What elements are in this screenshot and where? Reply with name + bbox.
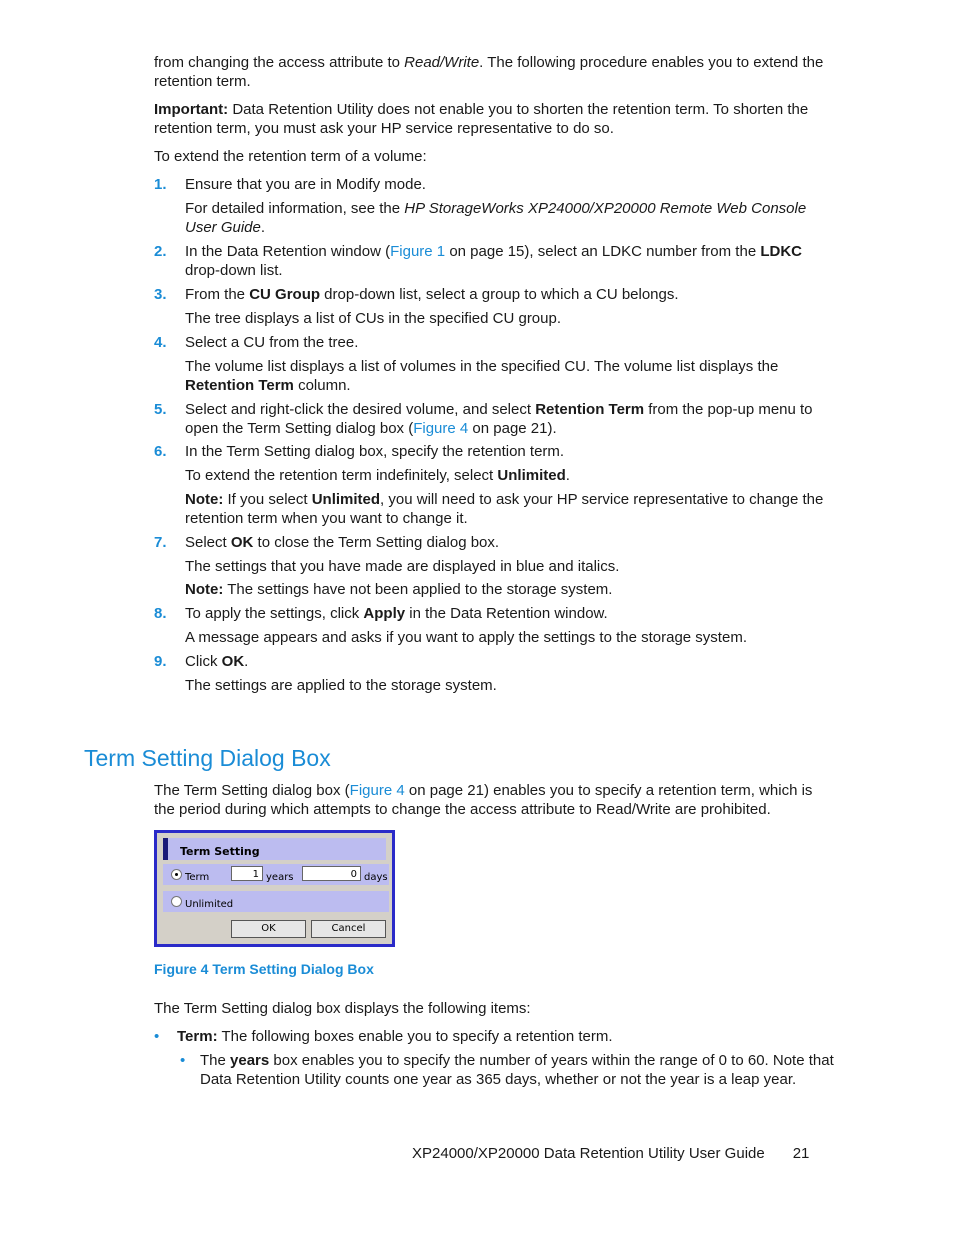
sub-bullet-years: • The years box enables you to specify the number of years within the range of 0 to 60. Note that Data Retention Utility counts one year as 365 days, whether or not the year is a leap year. — [180, 1052, 834, 1088]
days-label: days — [364, 872, 388, 883]
procedure-steps — [154, 175, 834, 695]
figure-caption: Figure 4 Term Setting Dialog Box — [154, 961, 374, 977]
unlimited-row — [163, 891, 389, 912]
step-1: 1. Ensure that you are in Modify mode. For detailed information, see the HP StorageWorks XP24000/XP20000 Remote Web Console User Guide. — [154, 176, 807, 236]
term-setting-dialog — [154, 830, 395, 947]
items-lead: The Term Setting dialog box displays the following items: — [154, 1000, 531, 1017]
step-4: 4. Select a CU from the tree. The volume list displays a list of volumes in the specified CU. The volume list displays the Retention Term column. — [154, 334, 779, 394]
step-8: 8. To apply the settings, click Apply in the Data Retention window. A message appears and asks if you want to apply the settings to the storage system. — [154, 605, 747, 646]
step-7: 7. Select OK to close the Term Setting dialog box. The settings that you have made are displayed in blue and italics. Note: The settings have not been applied to the storage system. — [154, 534, 620, 598]
section-intro: The Term Setting dialog box (Figure 4 on page 21) enables you to specify a retention term, which is the period during which attempts to change the access attribute to Read/Write are prohibited. — [154, 782, 813, 818]
figure-4-link[interactable]: Figure 4 — [413, 420, 469, 437]
intro-paragraph: from changing the access attribute to Read/Write. The following procedure enables you to extend the retention term. — [154, 54, 824, 90]
years-label: years — [266, 872, 294, 883]
dialog-title-bar — [163, 838, 386, 860]
step-9: 9. Click OK. The settings are applied to the storage system. — [154, 653, 497, 694]
bullet-icon: • — [154, 1028, 160, 1045]
term-label: Term — [185, 872, 210, 883]
footer-title: XP24000/XP20000 Data Retention Utility User Guide — [412, 1145, 765, 1162]
title-accent-bar — [163, 838, 168, 860]
figure-1-link[interactable]: Figure 1 — [390, 243, 446, 260]
section-heading: Term Setting Dialog Box — [84, 745, 331, 771]
unlimited-label: Unlimited — [185, 899, 234, 910]
years-input[interactable]: 1 — [231, 866, 263, 881]
step-5: 5. Select and right-click the desired volume, and select Retention Term from the pop-up menu to open the Term Setting dialog box (Figure 4 on page 21). — [154, 401, 813, 437]
figure-4-link-section[interactable]: Figure 4 — [349, 782, 405, 799]
sub-bullet-icon: • — [180, 1052, 186, 1069]
ok-button[interactable]: OK — [231, 920, 306, 938]
step-3: 3. From the CU Group drop-down list, select a group to which a CU belongs. The tree displays a list of CUs in the specified CU group. — [154, 286, 679, 327]
step-2: 2. In the Data Retention window (Figure 1 on page 15), select an LDKC number from the LDKC drop-down list. — [154, 243, 802, 279]
main-content — [154, 53, 834, 699]
term-radio[interactable] — [171, 869, 182, 880]
bullet-term: • Term: The following boxes enable you to specify a retention term. • The years box enables you to specify the number of years within the range of 0 to 60. Note that Data Retention Utility counts one year as 365 days, whether or not the year is a leap year. — [154, 1027, 844, 1089]
page-footer — [412, 1144, 809, 1163]
step-6: 6. In the Term Setting dialog box, specify the retention term. To extend the retention term indefinitely, select Unlimited. Note: If you select Unlimited, you will need to ask your HP service representative to change the retention term when you want to change it. — [154, 443, 824, 527]
days-input[interactable]: 0 — [302, 866, 361, 881]
procedure-lead: To extend the retention term of a volume: — [154, 148, 427, 165]
term-row — [163, 864, 389, 885]
important-note: Important: Data Retention Utility does not enable you to shorten the retention term. To shorten the retention term, you must ask your HP service representative to do so. — [154, 101, 809, 137]
items-section — [154, 999, 844, 1089]
dialog-title: Term Setting — [180, 845, 260, 858]
unlimited-radio[interactable] — [171, 896, 182, 907]
cancel-button[interactable]: Cancel — [311, 920, 386, 938]
page-number: 21 — [792, 1145, 810, 1162]
